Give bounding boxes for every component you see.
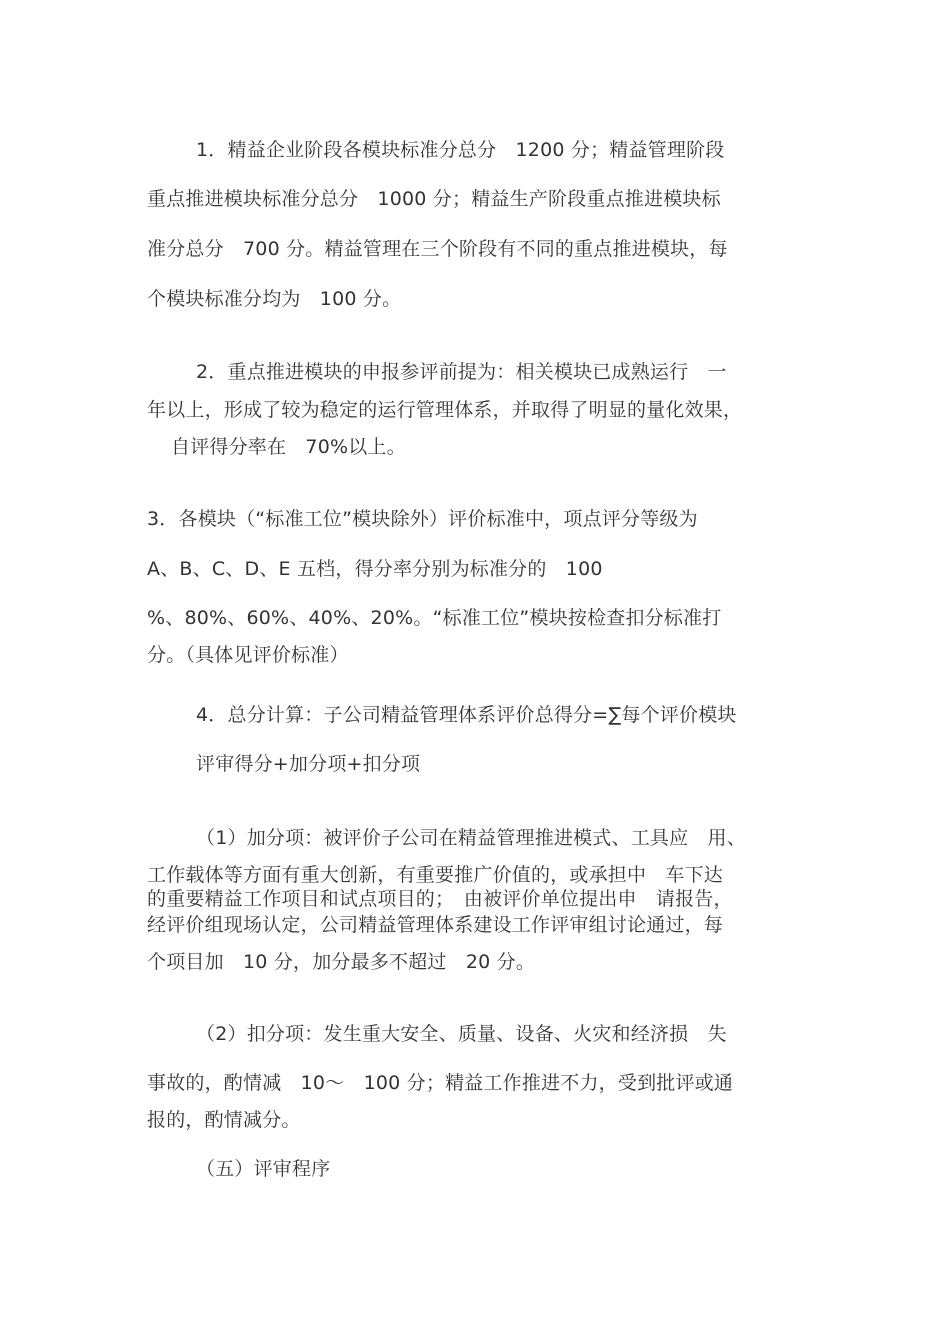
text-line: 评审得分+加分项+扣分项 [196,753,421,775]
text-line: 个模块标准分均为 100 分。 [147,288,402,310]
text-line: 年以上，形成了较为稳定的运行管理体系，并取得了明显的量化效果， [147,399,743,421]
text-line: 事故的，酌情减 10～ 100 分；精益工作推进不力，受到批评或通 [147,1072,734,1094]
text-line: A、B、C、D、E 五档，得分率分别为标准分的 100 [147,558,603,580]
text-line: 准分总分 700 分。精益管理在三个阶段有不同的重点推进模块，每 [147,238,728,260]
text-line: 自评得分率在 70%以上。 [171,436,406,458]
section-heading: （五）评审程序 [196,1158,331,1180]
text-line: 个项目加 10 分，加分最多不超过 20 分。 [147,951,536,973]
text-line: 经评价组现场认定，公司精益管理体系建设工作评审组讨论通过，每 [147,914,724,936]
text-line: 重点推进模块标准分总分 1000 分；精益生产阶段重点推进模块标 [147,188,721,210]
text-line: 报的，酌情减分。 [147,1109,301,1131]
text-line: （2）扣分项：发生重大安全、质量、设备、火灾和经济损 失 [196,1023,727,1045]
text-line: 工作载体等方面有重大创新，有重要推广价值的，或承担中 车下达 [147,864,724,886]
text-line: 4．总分计算：子公司精益管理体系评价总得分=∑每个评价模块 [196,704,737,726]
text-line: 的重要精益工作项目和试点项目的； 由被评价单位提出申 请报告， [147,888,733,910]
text-line: （1）加分项：被评价子公司在精益管理推进模式、工具应 用、 [196,827,746,849]
text-line: 1．精益企业阶段各模块标准分总分 1200 分；精益管理阶段 [196,139,725,161]
text-line: 2．重点推进模块的申报参评前提为：相关模块已成熟运行 一 [196,361,727,383]
text-line: 3．各模块（“标准工位”模块除外）评价标准中，项点评分等级为 [147,508,698,530]
text-line: 分。（具体见评价标准） [147,644,349,666]
text-line: %、80%、60%、40%、20%。“标准工位”模块按检查扣分标准打 [147,607,722,629]
